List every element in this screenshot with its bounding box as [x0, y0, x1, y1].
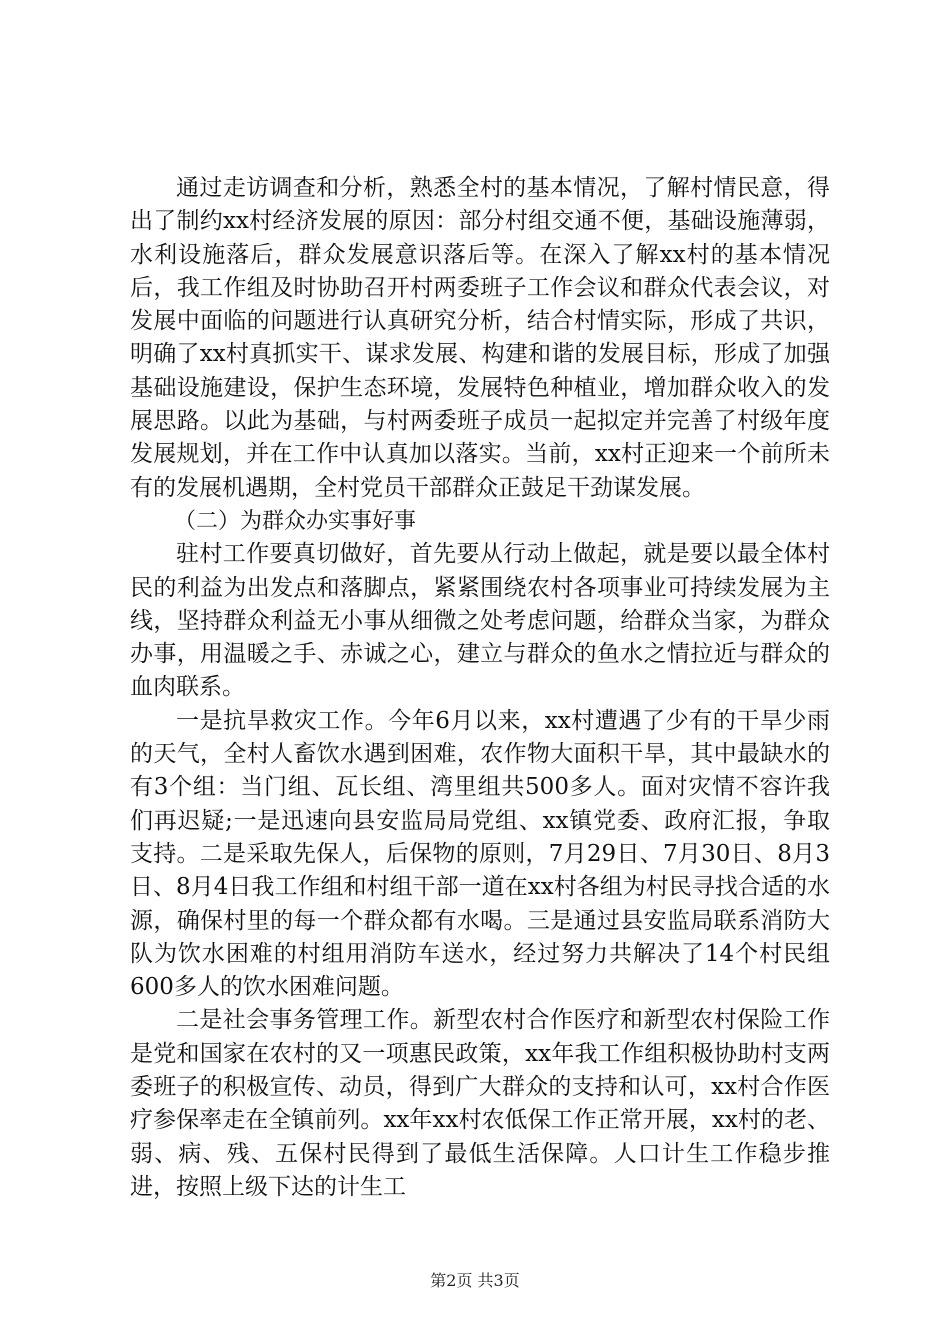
paragraph-drought-relief: 一是抗旱救灾工作。今年6月以来，xx村遭遇了少有的干旱少雨的天气，全村人畜饮水遇到困难，农作物大面积干旱，其中最缺水的有3个组：当门组、瓦长组、湾里组共500多人。面对灾情不容许我们再迟疑;一是迅速向县安监局局党组、xx镇党委、政府汇报，争取支持。二是采取先保人，后保物的原则，7月29日、7月30日、8月3日、8月4日我工作组和村组干部一道在xx村各组为村民寻找合适的水源，确保村里的每一个群众都有水喝。三是通过县安监局联系消防大队为饮水困难的村组用消防车送水，经过努力共解决了14个村民组600多人的饮水困难问题。: [130, 707, 830, 1001]
paragraph-village-work: 驻村工作要真切做好，首先要从行动上做起，就是要以最全体村民的利益为出发点和落脚点，紧紧围绕农村各项事业可持续发展为主线，坚持群众利益无小事从细微之处考虑问题，给群众当家，为群众办事，用温暖之手、赤诚之心，建立与群众的鱼水之情拉近与群众的血肉联系。: [130, 541, 830, 701]
section-heading: （二）为群众办实事好事: [174, 508, 417, 534]
document-body: [130, 172, 830, 1204]
paragraph-social-affairs: 二是社会事务管理工作。新型农村合作医疗和新型农村保险工作是党和国家在农村的又一项惠民政策，xx年我工作组积极协助村支两委班子的积极宣传、动员，得到广大群众的支持和认可，xx村合作医疗参保率走在全镇前列。xx年xx村农低保工作正常开展，xx村的老、弱、病、残、五保村民得到了最低生活保障。人口计生工作稳步推进，按照上级下达的计生工: [130, 1007, 830, 1200]
page-number-footer: 第2页 共3页: [430, 1271, 520, 1290]
paragraph-development-plan: 通过走访调查和分析，熟悉全村的基本情况，了解村情民意，得出了制约xx村经济发展的原因：部分村组交通不便，基础设施薄弱，水利设施落后，群众发展意识落后等。在深入了解xx村的基本情况后，我工作组及时协助召开村两委班子工作会议和群众代表会议，对发展中面临的问题进行认真研究分析，结合村情实际，形成了共识，明确了xx村真抓实干、谋求发展、构建和谐的发展目标，形成了加强基础设施建设，保护生态环境，发展特色种植业，增加群众收入的发展思路。以此为基础，与村两委班子成员一起拟定并完善了村级年度发展规划，并在工作中认真加以落实。当前，xx村正迎来一个前所未有的发展机遇期，全村党员干部群众正鼓足干劲谋发展。: [130, 175, 830, 501]
